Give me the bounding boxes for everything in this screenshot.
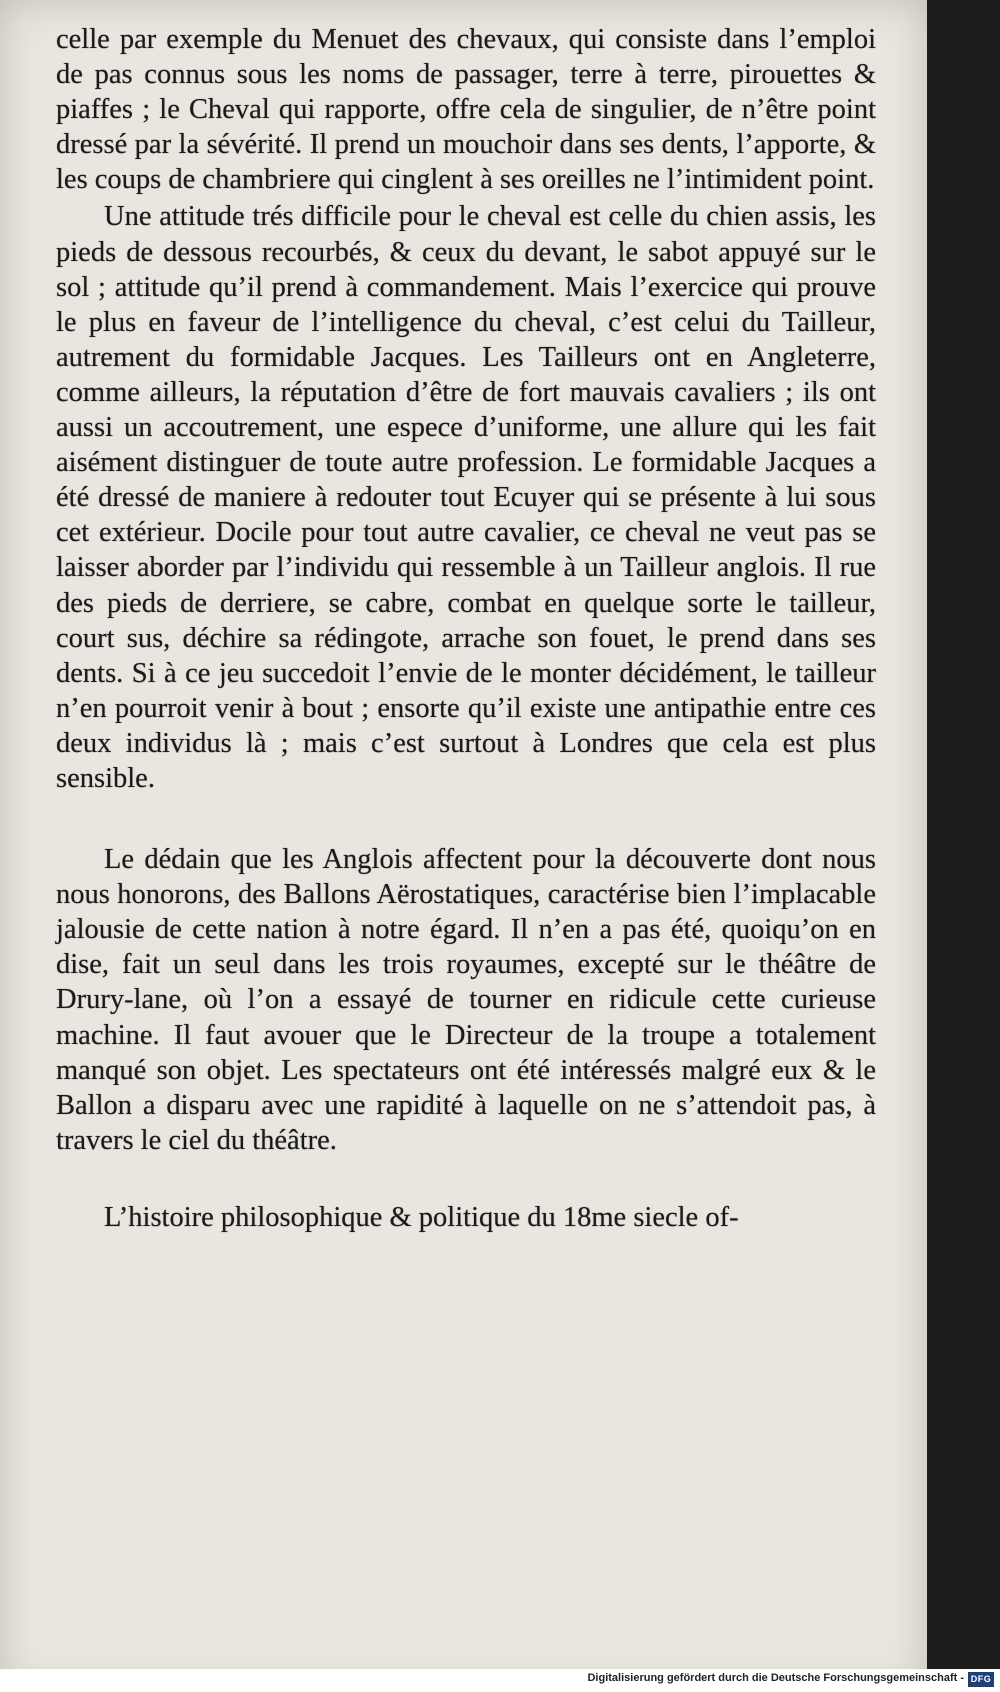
paragraph-ballons: Le dédain que les Anglois affectent pour la découverte dont nous nous honorons, des Ballons Aërostatiques, caractérise bien l’implacable jalousie de cette nation à notre égard. Il n’en a pas été, quoiqu’on en dise, fait un seul dans les trois royaumes, excepté sur le théâtre de Drury-lane, où l’on a essayé de tourner en ridicule cette curieuse machine. Il faut avouer que le Directeur de la troupe a totalement manqué son objet. Les spectateurs ont été intéressés malgré eux & le Ballon a disparu avec une rapidité à laquelle on ne s’attendoit pas, à travers le ciel du théâtre. <box>56 844 876 1156</box>
paragraph-chien-assis: Une attitude trés difficile pour le cheval est celle du chien assis, les pieds de dessous recourbés, & ceux du devant, le sabot appuyé sur le sol ; attitude qu’il prend à commandement. Mais l’exercice qui prouve le plus en faveur de l’intelligence du cheval, c’est celui du Tailleur, autrement du formidable Jacques. Les Tailleurs ont en Angleterre, comme ailleurs, la réputation d’être de fort mauvais cavaliers ; ils ont aussi un accoutrement, une espece d’uniforme, une allure qui les fait aisément distinguer de toute autre profession. Le formidable Jacques a été dressé de maniere à redouter tout Ecuyer qui se présente à lui sous cet extérieur. Docile pour tout autre cavalier, ce cheval ne veut pas se laisser aborder par l’individu qui ressemble à un Tailleur anglois. Il rue des pieds de derriere, se cabre, combat en quelque sorte le tailleur, court sus, déchire sa rédingote, arrache son fouet, le prend dans ses dents. Si à ce jeu succedoit l’envie de le monter décidément, le tailleur n’en pourroit venir à bout ; ensorte qu’il existe une antipathie entre ces deux individus là ; mais c’est surtout à Londres que cela est plus sensible. <box>56 201 876 794</box>
digitization-footer <box>0 1669 1000 1692</box>
dfg-logo-icon: DFG <box>968 1672 994 1687</box>
page-text <box>56 22 876 1235</box>
paragraph-histoire: L’histoire philosophique & politique du 18me siecle of- <box>104 1201 739 1233</box>
footer-credit: Digitalisierung gefördert durch die Deutsche Forschungsgemeinschaft - <box>587 1672 964 1684</box>
paragraph-continuation: celle par exemple du Menuet des chevaux, qui consiste dans l’emploi de pas connus sous les noms de passager, terre à terre, pirouettes & piaffes ; le Cheval qui rapporte, offre cela de singulier, de n’être point dressé par la sévérité. Il prend un mouchoir dans ses dents, l’apporte, & les coups de chambriere qui cinglent à ses oreilles ne l’intimident point. <box>56 24 876 196</box>
